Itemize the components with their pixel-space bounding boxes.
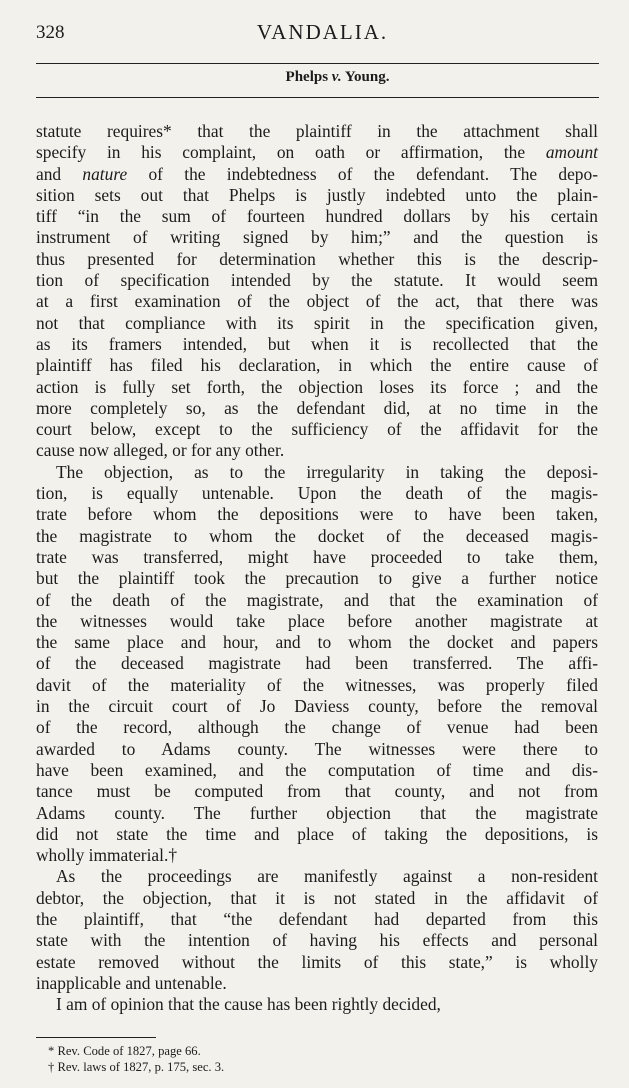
text-line: tion of specification intended by the statute. It would seem	[36, 270, 598, 291]
text-line: sition sets out that Phelps is justly indebted unto the plain-	[36, 184, 598, 205]
text-line: statute requires* that the plaintiff in the attachment shall	[36, 121, 598, 141]
text-line: trate before whom the depositions were to have been taken,	[36, 504, 598, 525]
text-line: but the plaintiff took the precaution to give a further notice	[36, 568, 598, 589]
paragraph	[36, 866, 598, 994]
text-line: thus presented for determination whether this is the descrip-	[36, 248, 598, 269]
paragraph	[36, 462, 598, 867]
text-line: tiff “in the sum of fourteen hundred dollars by his certain	[36, 206, 598, 227]
paragraph	[36, 994, 598, 1015]
text-line: cause now alleged, or for any other.	[36, 440, 285, 461]
text-line: inapplicable and untenable.	[36, 972, 227, 993]
text-line: the witnesses would take place before another magistrate at	[36, 610, 598, 631]
text-line: did not state the time and place of taking the depositions, is	[36, 823, 598, 844]
text-line: tance must be computed from that county, and not from	[36, 781, 598, 802]
text-line: as its framers intended, but when it is recollected that the	[36, 333, 598, 354]
text-line: debtor, the objection, that it is not stated in the affidavit of	[36, 887, 598, 908]
text-line: and nature of the indebtedness of the defendant. The depo-	[36, 163, 598, 184]
text-line: of the death of the magistrate, and that the examination of	[36, 589, 598, 610]
text-line: Adams county. The further objection that the magistrate	[36, 802, 598, 823]
italic-term: amount	[545, 142, 598, 163]
text-line: The objection, as to the irregularity in taking the deposi-	[56, 461, 598, 482]
text-line: wholly immaterial.†	[36, 845, 178, 866]
text-line: tion, is equally untenable. Upon the death of the magis-	[36, 483, 598, 504]
case-title	[36, 69, 599, 86]
text-line: of the record, although the change of venue had been	[36, 717, 598, 738]
text-line: the magistrate to whom the docket of the deceased magis-	[36, 525, 598, 546]
text-line: have been examined, and the computation of time and dis-	[36, 759, 598, 780]
text-line: not that compliance with its spirit in the specification given,	[36, 312, 598, 333]
page-number: 328	[36, 22, 65, 43]
text-line: the same place and hour, and to whom the docket and papers	[36, 632, 598, 653]
footnotes	[48, 1043, 224, 1075]
text-line: trate was transferred, might have proceeded to take them,	[36, 546, 598, 567]
text-line: of the deceased magistrate had been transferred. The affi-	[36, 653, 598, 674]
text-line: awarded to Adams county. The witnesses were there to	[36, 738, 598, 759]
footnote: † Rev. laws of 1827, p. 175, sec. 3.	[48, 1060, 225, 1074]
text-line: I am of opinion that the cause has been rightly decided,	[56, 994, 441, 1015]
footnote-rule	[36, 1037, 156, 1038]
text-line: state with the intention of having his effects and personal	[36, 930, 598, 951]
footnote: * Rev. Code of 1827, page 66.	[48, 1044, 201, 1058]
text-line: As the proceedings are manifestly against a non-resident	[56, 866, 598, 887]
header-rule-top	[36, 63, 599, 64]
text-line: more completely so, as the defendant did, at no time in the	[36, 397, 598, 418]
text-line: in the circuit court of Jo Daviess county, before the removal	[36, 696, 598, 717]
text-line: davit of the materiality of the witnesses, was properly filed	[36, 674, 598, 695]
text-line: specify in his complaint, on oath or affirmation, the amount	[36, 142, 598, 163]
text-line: instrument of writing signed by him;” and the question is	[36, 227, 598, 248]
text-line: estate removed without the limits of this state,” is wholly	[36, 951, 598, 972]
page-header	[36, 18, 599, 48]
text-line: at a first examination of the object of the act, that there was	[36, 291, 598, 312]
case-title-defendant: Young.	[344, 69, 390, 85]
text-line: plaintiff has filed his declaration, in which the entire cause of	[36, 355, 598, 376]
text-line: court below, except to the sufficiency of the affidavit for the	[36, 419, 598, 440]
body-text	[36, 121, 598, 1015]
text-line: the plaintiff, that “the defendant had departed from this	[36, 908, 598, 929]
text-line: action is fully set forth, the objection loses its force ; and the	[36, 376, 598, 397]
header-rule-bottom	[36, 97, 599, 98]
italic-term: nature	[82, 163, 128, 184]
running-head: VANDALIA.	[256, 20, 389, 44]
paragraph	[36, 121, 598, 462]
case-title-plaintiff: Phelps	[285, 69, 329, 85]
case-title-versus: v.	[331, 69, 342, 85]
